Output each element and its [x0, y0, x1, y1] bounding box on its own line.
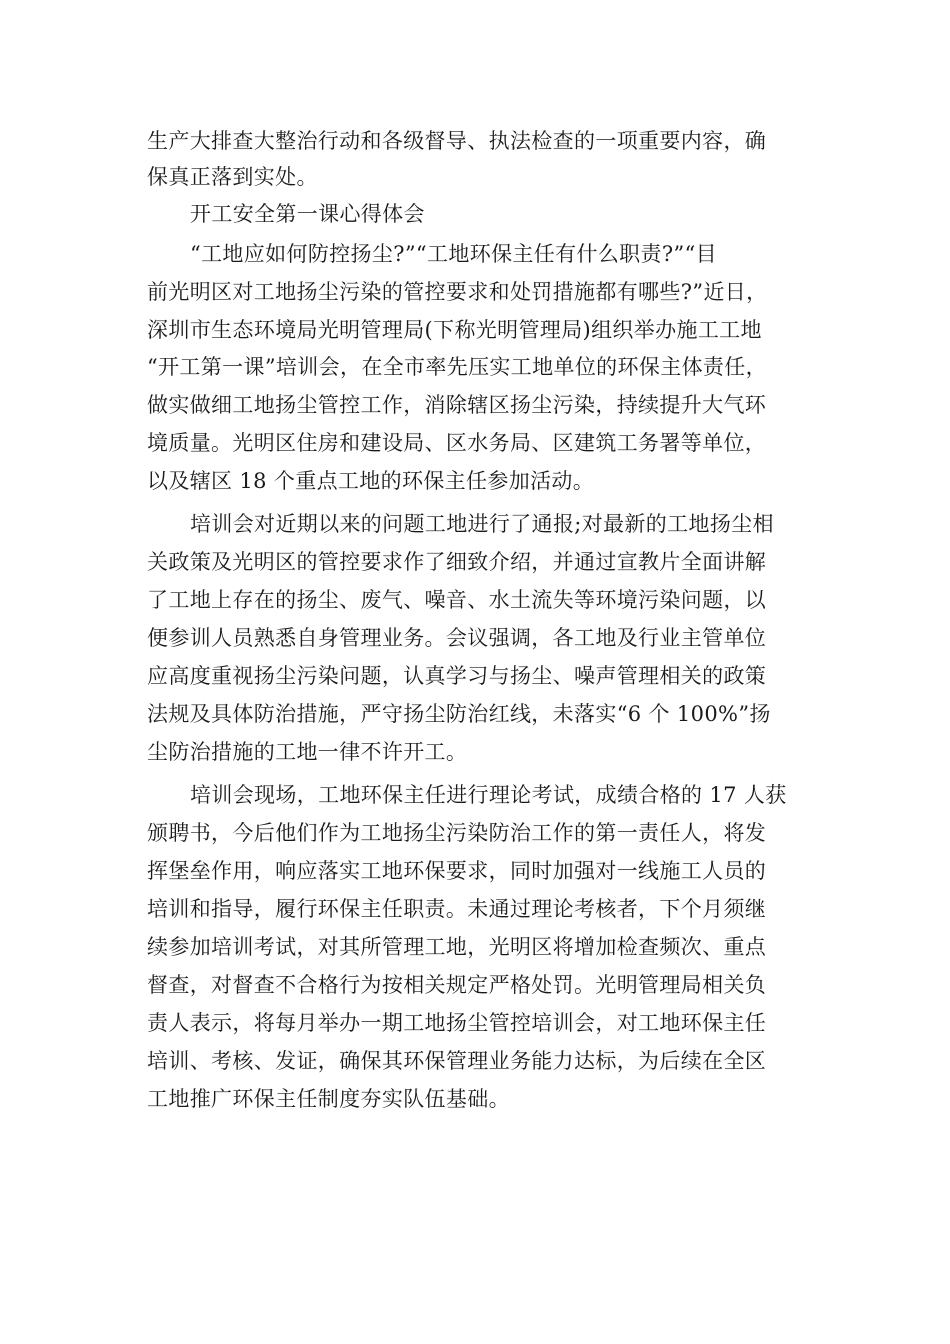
text-line: “开工第一课”培训会，在全市率先压实工地单位的环保主体责任， — [147, 355, 767, 379]
text-line: “工地应如何防控扬尘?”“工地环保主任有什么职责?”“目 — [190, 242, 717, 266]
text-line: 挥堡垒作用，响应落实工地环保要求，同时加强对一线施工人员的 — [147, 859, 767, 883]
text-line: 续参加培训考试，对其所管理工地，光明区将增加检查频次、重点 — [147, 935, 767, 959]
text-line: 做实做细工地扬尘管控工作，消除辖区扬尘污染，持续提升大气环 — [147, 393, 767, 417]
text-line: 工地推广环保主任制度夯实队伍基础。 — [147, 1087, 510, 1111]
text-line: 培训和指导，履行环保主任职责。未通过理论考核者，下个月须继 — [147, 897, 767, 921]
text-line: 境质量。光明区住房和建设局、区水务局、区建筑工务署等单位， — [147, 431, 767, 455]
text-line: 督查，对督查不合格行为按相关规定严格处罚。光明管理局相关负 — [147, 973, 767, 997]
text-line: 便参训人员熟悉自身管理业务。会议强调，各工地及行业主管单位 — [147, 626, 767, 650]
text-line: 以及辖区 18 个重点工地的环保主任参加活动。 — [147, 469, 595, 493]
text-line: 应高度重视扬尘污染问题，认真学习与扬尘、噪声管理相关的政策 — [147, 664, 767, 688]
text-line: 深圳市生态环境局光明管理局(下称光明管理局)组织举办施工工地 — [147, 318, 762, 342]
text-line: 关政策及光明区的管控要求作了细致介绍，并通过宣教片全面讲解 — [147, 550, 767, 574]
text-line: 培训会对近期以来的问题工地进行了通报;对最新的工地扬尘相 — [190, 512, 774, 536]
text-line: 前光明区对工地扬尘污染的管控要求和处罚措施都有哪些?”近日， — [147, 280, 768, 304]
text-line: 保真正落到实处。 — [147, 165, 318, 189]
text-line: 培训会现场，工地环保主任进行理论考试，成绩合格的 17 人获 — [190, 783, 787, 807]
text-line: 了工地上存在的扬尘、废气、噪音、水土流失等环境污染问题，以 — [147, 588, 767, 612]
text-line: 培训、考核、发证，确保其环保管理业务能力达标，为后续在全区 — [147, 1049, 767, 1073]
text-line: 法规及具体防治措施，严守扬尘防治红线，未落实“6 个 100%”扬 — [147, 702, 771, 726]
text-line: 尘防治措施的工地一律不许开工。 — [147, 740, 468, 764]
text-line: 生产大排查大整治行动和各级督导、执法检查的一项重要内容，确 — [147, 129, 767, 153]
text-line: 责人表示，将每月举办一期工地扬尘管控培训会，对工地环保主任 — [147, 1011, 767, 1035]
section-heading: 开工安全第一课心得体会 — [190, 202, 425, 226]
text-line: 颁聘书，今后他们作为工地扬尘污染防治工作的第一责任人，将发 — [147, 821, 767, 845]
